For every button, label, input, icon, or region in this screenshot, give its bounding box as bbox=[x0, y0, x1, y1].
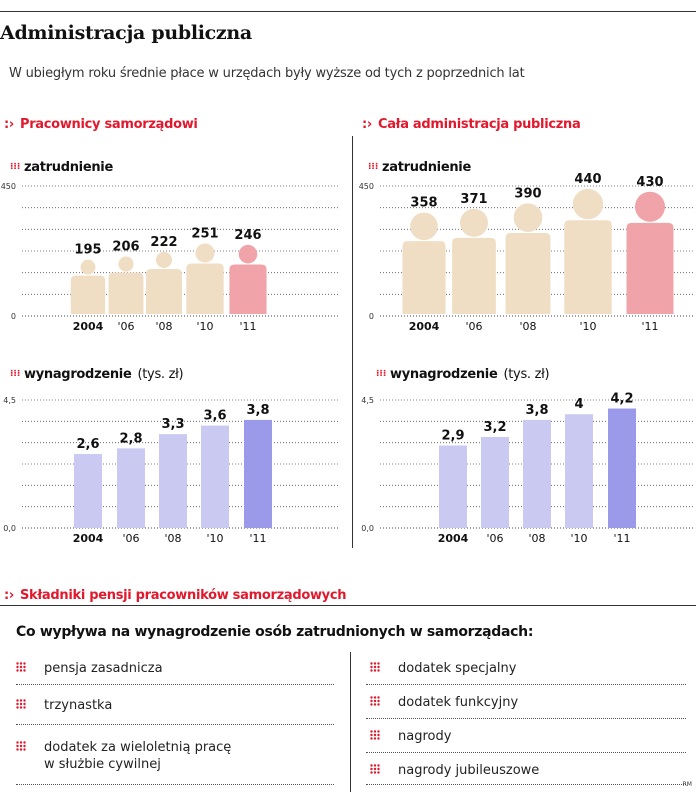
value-label: 3,6 bbox=[203, 408, 227, 424]
dotted-divider bbox=[366, 752, 686, 753]
value-label: 358 bbox=[410, 195, 438, 211]
person-mark bbox=[146, 252, 182, 314]
value-label: 390 bbox=[514, 186, 542, 202]
top-rule bbox=[0, 11, 696, 12]
dots-icon bbox=[370, 662, 380, 672]
dots-icon bbox=[370, 730, 380, 740]
person-body bbox=[71, 276, 105, 314]
value-label: 246 bbox=[234, 227, 262, 243]
x-tick-label: '11 bbox=[613, 532, 631, 545]
dots-icon bbox=[16, 699, 26, 709]
person-body bbox=[627, 223, 674, 314]
value-label: 2,6 bbox=[76, 437, 100, 453]
value-label: 2,8 bbox=[119, 431, 143, 447]
person-head bbox=[635, 192, 665, 222]
x-tick-label: 2004 bbox=[408, 320, 440, 333]
dotted-divider bbox=[16, 784, 334, 785]
x-tick-label: '06 bbox=[486, 532, 504, 545]
x-tick-label: '10 bbox=[196, 320, 214, 333]
value-label: 371 bbox=[460, 191, 488, 207]
y-tick-label: 0,0 bbox=[3, 524, 16, 533]
x-tick-label: 2004 bbox=[72, 532, 104, 545]
dots-icon bbox=[370, 696, 380, 706]
x-tick-label: '10 bbox=[206, 532, 224, 545]
chart-title: wynagrodzenie bbox=[24, 367, 132, 382]
person-mark bbox=[402, 213, 445, 314]
person-mark bbox=[71, 260, 105, 314]
value-label: 3,8 bbox=[525, 402, 549, 418]
x-tick-label: '08 bbox=[164, 532, 182, 545]
person-body bbox=[452, 238, 496, 314]
dotted-divider bbox=[16, 724, 334, 725]
bar-mark bbox=[439, 446, 467, 528]
y-tick-label: 0 bbox=[368, 312, 374, 321]
person-head bbox=[410, 213, 438, 241]
person-head bbox=[81, 260, 96, 275]
dotted-divider bbox=[366, 684, 686, 685]
x-tick-label: '08 bbox=[528, 532, 546, 545]
x-tick-label: '11 bbox=[641, 320, 659, 333]
person-mark bbox=[452, 209, 496, 314]
column-divider bbox=[352, 136, 353, 548]
person-mark bbox=[109, 256, 144, 314]
dots-icon: ⁝⁝⁝ bbox=[368, 162, 379, 172]
y-tick-label: 4,5 bbox=[361, 396, 374, 405]
list-item-label: nagrody jubileuszowe bbox=[398, 763, 540, 778]
person-head bbox=[573, 189, 603, 219]
y-tick-label: 4,5 bbox=[3, 396, 16, 405]
person-body bbox=[186, 264, 223, 314]
chart-title: zatrudnienie bbox=[382, 160, 471, 175]
section-title-right bbox=[362, 117, 580, 132]
salary-all-chart bbox=[358, 390, 696, 550]
person-mark bbox=[627, 192, 674, 314]
x-tick-label: '11 bbox=[239, 320, 257, 333]
person-mark bbox=[186, 243, 223, 314]
person-head bbox=[239, 245, 258, 264]
dots-icon: ⁝⁝⁝ bbox=[10, 162, 21, 172]
y-tick-label: 450 bbox=[0, 182, 16, 191]
value-label: 3,2 bbox=[483, 419, 507, 435]
person-mark bbox=[506, 203, 551, 314]
salary-local-chart bbox=[0, 390, 350, 550]
chart-label-employment-all bbox=[368, 160, 471, 175]
y-tick-label: 0 bbox=[10, 312, 16, 321]
section-marker-icon: :› bbox=[362, 117, 372, 132]
value-label: 206 bbox=[112, 239, 140, 255]
employment-all-chart bbox=[358, 171, 696, 338]
chart-title: zatrudnienie bbox=[24, 160, 113, 175]
person-mark bbox=[564, 189, 611, 314]
section-title-left-text: Pracownicy samorządowi bbox=[19, 117, 198, 132]
x-tick-label: 2004 bbox=[437, 532, 469, 545]
value-label: 3,3 bbox=[161, 417, 185, 433]
person-head bbox=[118, 256, 133, 271]
y-tick-label: 450 bbox=[358, 182, 374, 191]
section-marker-icon: :› bbox=[4, 588, 14, 603]
page-title: Administracja publiczna bbox=[0, 22, 252, 44]
list-item-label: pensja zasadnicza bbox=[44, 661, 163, 676]
chart-unit: (tys. zł) bbox=[503, 367, 550, 382]
chart-label-employment-local bbox=[10, 160, 113, 175]
person-body bbox=[506, 233, 551, 314]
person-body bbox=[146, 269, 182, 314]
value-label: 4,2 bbox=[610, 391, 634, 407]
bar-mark bbox=[481, 437, 509, 528]
person-head bbox=[156, 252, 172, 268]
chart-unit: (tys. zł) bbox=[137, 367, 184, 382]
value-label: 251 bbox=[191, 226, 219, 242]
dots-icon bbox=[16, 662, 26, 672]
x-tick-label: '08 bbox=[519, 320, 537, 333]
bar-mark bbox=[244, 420, 272, 528]
x-tick-label: '11 bbox=[249, 532, 267, 545]
x-tick-label: '10 bbox=[579, 320, 597, 333]
section-title-bottom-text: Składniki pensji pracowników samorządowych bbox=[19, 588, 347, 603]
list-item-label: nagrody bbox=[398, 729, 452, 744]
value-label: 195 bbox=[74, 242, 102, 258]
dots-icon bbox=[16, 741, 26, 751]
value-label: 4 bbox=[574, 397, 584, 413]
dotted-divider bbox=[16, 684, 334, 685]
section-title-left bbox=[4, 117, 198, 132]
list-item-label: dodatek specjalny bbox=[398, 661, 517, 676]
person-body bbox=[564, 220, 611, 314]
x-tick-label: '06 bbox=[465, 320, 483, 333]
section-title-right-text: Cała administracja publiczna bbox=[377, 117, 581, 132]
dots-icon: ⁝⁝⁝ bbox=[10, 369, 21, 379]
value-label: 2,9 bbox=[441, 428, 465, 444]
person-mark bbox=[229, 245, 266, 314]
dotted-divider bbox=[366, 718, 686, 719]
bar-mark bbox=[565, 414, 593, 528]
list-item-label: w służbie cywilnej bbox=[44, 757, 161, 772]
bar-mark bbox=[74, 454, 102, 528]
person-head bbox=[460, 209, 488, 237]
list-item-label: dodatek funkcyjny bbox=[398, 695, 519, 710]
person-body bbox=[229, 264, 266, 314]
person-body bbox=[109, 273, 144, 314]
dotted-divider bbox=[366, 784, 686, 785]
employment-local-chart bbox=[0, 178, 350, 338]
x-tick-label: '08 bbox=[155, 320, 173, 333]
person-head bbox=[195, 243, 214, 262]
value-label: 3,8 bbox=[246, 402, 270, 418]
bar-mark bbox=[608, 409, 636, 528]
list-item-label: dodatek za wieloletnią pracę bbox=[44, 740, 232, 755]
y-tick-label: 0,0 bbox=[361, 524, 374, 533]
list-item-label: trzynastka bbox=[44, 698, 113, 713]
dots-icon bbox=[370, 764, 380, 774]
credit: RM bbox=[682, 781, 692, 788]
dots-icon: ⁝⁝⁝ bbox=[376, 369, 387, 379]
components-divider bbox=[350, 652, 351, 792]
bar-mark bbox=[159, 434, 187, 528]
x-tick-label: '06 bbox=[117, 320, 135, 333]
value-label: 430 bbox=[636, 174, 664, 190]
chart-label-salary-local bbox=[10, 367, 183, 382]
components-question: Co wypływa na wynagrodzenie osób zatrudnionych w samorządach: bbox=[16, 624, 534, 640]
chart-label-salary-all bbox=[376, 367, 549, 382]
x-tick-label: '10 bbox=[570, 532, 588, 545]
value-label: 440 bbox=[574, 171, 602, 187]
section-rule bbox=[0, 605, 696, 606]
x-tick-label: 2004 bbox=[72, 320, 104, 333]
x-tick-label: '06 bbox=[122, 532, 140, 545]
chart-title: wynagrodzenie bbox=[390, 367, 498, 382]
page-subtitle: W ubiegłym roku średnie płace w urzędach były wyższe od tych z poprzednich lat bbox=[9, 66, 525, 81]
bar-mark bbox=[201, 426, 229, 528]
value-label: 222 bbox=[150, 234, 178, 250]
person-body bbox=[402, 241, 445, 314]
bar-mark bbox=[117, 448, 145, 528]
bar-mark bbox=[523, 420, 551, 528]
section-title-bottom bbox=[4, 588, 346, 603]
person-head bbox=[514, 203, 543, 232]
section-marker-icon: :› bbox=[4, 117, 14, 132]
